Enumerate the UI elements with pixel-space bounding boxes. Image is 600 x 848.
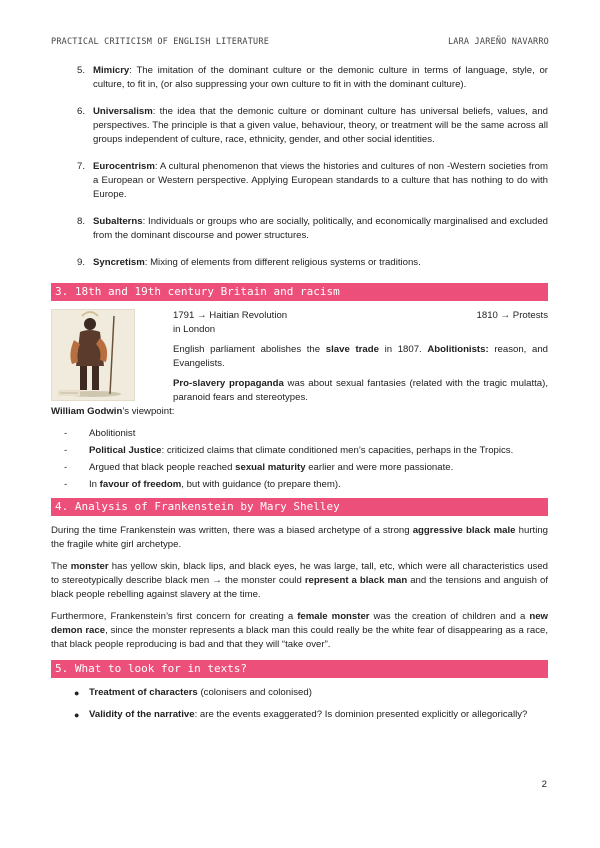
section-3-text [173,309,548,411]
text-run: ’s viewpoint: [122,406,175,417]
page-number: 2 [541,779,547,790]
bold-run: Validity of the narrative [89,709,195,720]
text-run: During the time Frankenstein was written, there was a biased archetype of a strong [51,525,413,536]
list-item: - Political Justice: criticized claims that climate conditioned men’s capacities, perhaps in the Tropics. [64,445,514,456]
item-term: Subalterns [93,216,143,227]
text-run: was the creation of children and a [369,611,530,622]
text-run: , but with guidance (to prepare them). [181,479,341,490]
monster-paragraph [51,560,548,602]
event-location: in London [173,324,216,335]
female-monster-paragraph [51,610,548,652]
bold-run: Pro-slavery propaganda [173,378,284,389]
text-run: Abolitionist [89,428,136,439]
section-5-heading: 5. What to look for in texts? [51,660,548,678]
item-term: Mimicry [93,65,130,76]
bold-run: slave trade [325,344,379,355]
item-term: Eurocentrism [93,161,155,172]
bold-run: aggressive black male [412,525,516,536]
bold-run: sexual maturity [235,462,306,473]
text-run: The [51,561,71,572]
text-run: hurting the fragile white girl archetype. [51,525,548,550]
item-number: 7. [77,161,86,172]
item-number: 6. [77,106,86,117]
item-number: 8. [77,216,86,227]
text-run: was about sexual fantasies (related with the tragic mulatta), paranoid fears and stereotypes. [173,378,548,403]
bullet-icon: ● [74,688,80,698]
propaganda-paragraph [173,377,548,405]
bold-run: favour of freedom [99,479,182,490]
bold-run: Treatment of characters [89,687,198,698]
item-number: 5. [77,65,86,76]
list-item [51,215,548,243]
text-run: , since the monster represents a black man this could really be the white fear of disappearing as a race, that black people reproducing is bad and that they will “take over”. [51,625,548,650]
list-item: - In favour of freedom, but with guidance (to prepare them). [64,479,341,490]
bold-run: monster [70,561,109,572]
slave-trade-paragraph [173,343,548,371]
list-item: - Argued that black people reached sexual maturity earlier and were more passionate. [64,462,454,473]
item-term: Syncretism [93,257,145,268]
running-header [51,37,549,51]
definitions-list [51,64,548,270]
text-run: : criticized claims that climate conditioned men’s capacities, perhaps in the Tropics. [161,445,514,456]
text-run: In [89,479,100,490]
godwin-points [51,427,548,492]
section-4-heading: 4. Analysis of Frankenstein by Mary Shelley [51,498,548,516]
list-item [51,686,548,700]
bold-run: William Godwin [51,406,123,417]
header-author: LARA JAREÑO NAVARRO [447,37,549,47]
item-text: : A cultural phenomenon that views the histories and cultures of non -Western societies from a European or Western perspective. Applying European standards to a culture that has nothing to do with Europe. [93,161,548,200]
item-text: : Mixing of elements from different religious systems or traditions. [144,257,421,268]
list-item [51,105,548,147]
text-run: : are the events exaggerated? Is dominion presented explicitly or allegorically? [194,709,528,720]
page-content [51,64,548,730]
item-text: : The imitation of the dominant culture or the demonic culture in terms of language, style, or culture, to fit in, (or also suppressing your own culture to fit in with the dominant culture). [93,65,548,90]
text-run: earlier and were more passionate. [305,462,454,473]
event-protests-cont [173,323,548,337]
text-run: has yellow skin, black lips, and black eyes, he was large, tall, etc, which were all characteristics used to stereotypically describe black men → the monster could [51,561,548,586]
event-protests: 1810 → Protests [476,310,548,321]
bold-run: female monster [297,611,370,622]
text-run: Argued that black people reached [89,462,236,473]
bold-run: represent a black man [304,575,408,586]
item-number: 9. [77,257,86,268]
item-text: : the idea that the demonic culture or dominant culture has universal beliefs, values, and perspectives. The principle is that a given value, behaviour, theory, or treatment will be the same across all groups independent of culture, race, ethnicity, gender, and other social identities. [93,106,548,145]
timeline-row [173,309,548,323]
event-haitian-revolution: 1791 → Haitian Revolution [173,310,288,321]
list-item [51,708,548,722]
archetype-paragraph [51,524,548,552]
text-run: English parliament abolishes the [173,344,326,355]
header-course-title: PRACTICAL CRITICISM OF ENGLISH LITERATURE [51,37,270,47]
section-3-heading: 3. 18th and 19th century Britain and racism [51,283,548,301]
bullet-icon: ● [74,710,80,720]
bold-run: Abolitionists: [427,344,489,355]
item-text: : Individuals or groups who are socially, politically, and economically marginalised and excluded from the dominant discourse and power structures. [93,216,548,241]
text-run: (colonisers and colonised) [197,687,312,698]
list-item [51,256,548,270]
list-item [51,160,548,202]
bold-run: new demon race [51,611,548,636]
text-run: reason, and Evangelists. [173,344,548,369]
text-run: and the tensions and anguish of black people rebelling against slavery at the time. [51,575,549,600]
illustration-image [52,310,134,400]
text-run: in 1807. [378,344,428,355]
list-item: - Abolitionist [64,428,136,439]
section-3-block [51,309,548,405]
text-run: Furthermore, Frankenstein’s first concern for creating a [51,611,298,622]
historical-illustration [51,309,135,401]
criteria-list [51,686,548,722]
bold-run: Political Justice [89,445,162,456]
item-term: Universalism [93,106,153,117]
list-item [51,64,548,92]
